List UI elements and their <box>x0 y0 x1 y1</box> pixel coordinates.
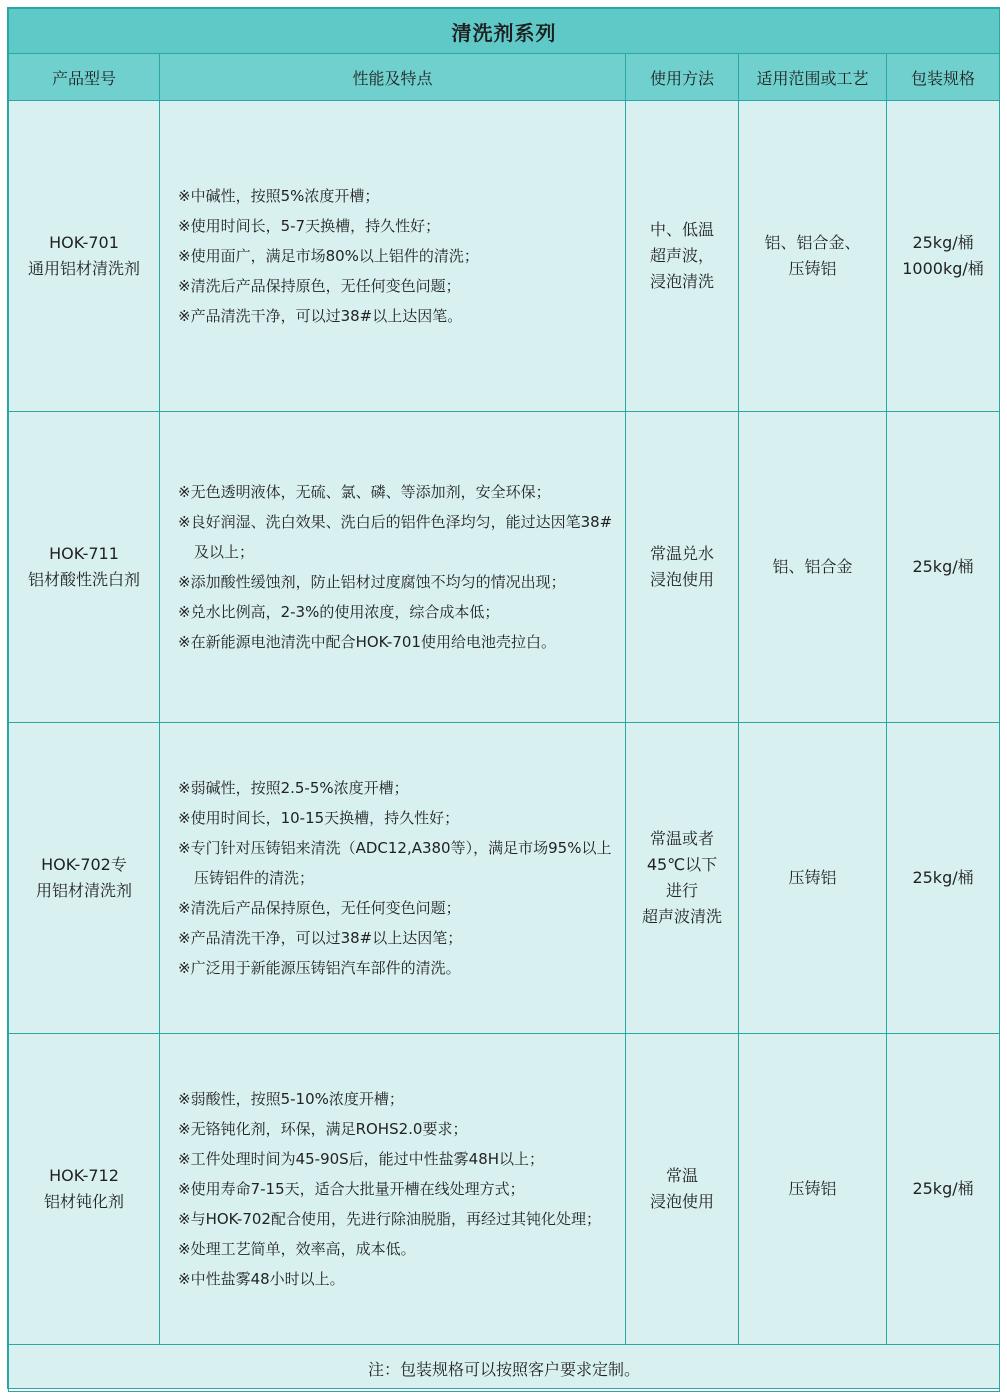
header-row <box>9 54 1000 101</box>
title-row <box>9 9 1000 54</box>
method-cell-line: 中、低温 <box>649 220 714 239</box>
feature-item: ※与HOK-702配合使用，先进行除油脱脂，再经过其钝化处理； <box>178 1210 601 1228</box>
feature-item: ※弱酸性，按照5-10%浓度开槽； <box>178 1090 404 1108</box>
package-cell-line: 25kg/桶 <box>912 1179 974 1198</box>
feature-item: ※兑水比例高，2-3%的使用浓度，综合成本低； <box>178 603 500 621</box>
feature-item: ※广泛用于新能源压铸铝汽车部件的清洗。 <box>178 959 461 977</box>
product-table-frame <box>7 7 1000 1389</box>
method-cell <box>626 412 739 723</box>
product-table <box>8 8 1000 1392</box>
feature-item: ※处理工艺简单，效率高，成本低。 <box>178 1240 416 1258</box>
table-row <box>9 101 1000 412</box>
package-cell-line: 25kg/桶 <box>912 868 974 887</box>
model-cell-line: 铝材钝化剂 <box>43 1192 124 1211</box>
package-cell-line: 1000kg/桶 <box>902 259 984 278</box>
feature-item: ※添加酸性缓蚀剂，防止铝材过度腐蚀不均匀的情况出现； <box>178 573 566 591</box>
note-row <box>9 1345 1000 1392</box>
features-cell <box>160 1034 626 1345</box>
model-cell-line: 铝材酸性洗白剂 <box>27 570 140 589</box>
method-cell-line: 进行 <box>665 881 698 900</box>
header-package: 包装规格 <box>887 54 1000 101</box>
feature-item: ※清洗后产品保持原色，无任何变色问题； <box>178 277 461 295</box>
table-row <box>9 723 1000 1034</box>
feature-list <box>178 773 617 983</box>
header-model: 产品型号 <box>9 54 160 101</box>
header-scope: 适用范围或工艺 <box>739 54 887 101</box>
feature-item: ※使用时间长，10-15天换槽，持久性好； <box>178 809 460 827</box>
model-cell <box>9 723 160 1034</box>
model-cell-line: 通用铝材清洗剂 <box>27 259 140 278</box>
model-cell <box>9 412 160 723</box>
feature-item: ※无色透明液体，无硫、氯、磷、等添加剂，安全环保； <box>178 483 551 501</box>
model-cell-line: HOK-701 <box>49 233 119 252</box>
scope-cell-line: 压铸铝 <box>788 1179 837 1198</box>
model-cell <box>9 101 160 412</box>
scope-cell-line: 铝、铝合金、 <box>764 233 861 252</box>
header-features: 性能及特点 <box>160 54 626 101</box>
scope-cell <box>739 101 887 412</box>
scope-cell-line: 压铸铝 <box>788 868 837 887</box>
header-method: 使用方法 <box>626 54 739 101</box>
model-cell-line: HOK-712 <box>49 1166 119 1185</box>
method-cell <box>626 723 739 1034</box>
package-cell-line: 25kg/桶 <box>912 233 974 252</box>
feature-list <box>178 181 617 331</box>
feature-item: ※产品清洗干净，可以过38#以上达因笔。 <box>178 307 463 325</box>
model-cell-line: HOK-711 <box>49 544 119 563</box>
features-cell <box>160 412 626 723</box>
features-cell <box>160 101 626 412</box>
method-cell-line: 超声波清洗 <box>641 907 722 926</box>
feature-item: ※弱碱性，按照2.5-5%浓度开槽； <box>178 779 409 797</box>
feature-item: ※工件处理时间为45-90S后，能过中性盐雾48H以上； <box>178 1150 545 1168</box>
feature-item: ※在新能源电池清洗中配合HOK-701使用给电池壳拉白。 <box>178 633 556 651</box>
scope-cell <box>739 723 887 1034</box>
package-cell <box>887 412 1000 723</box>
method-cell-line: 浸泡使用 <box>649 1192 714 1211</box>
feature-item: ※使用时间长，5-7天换槽，持久性好； <box>178 217 441 235</box>
method-cell-line: 浸泡清洗 <box>649 272 714 291</box>
scope-cell-line: 压铸铝 <box>788 259 837 278</box>
package-cell <box>887 101 1000 412</box>
feature-item: ※清洗后产品保持原色，无任何变色问题； <box>178 899 461 917</box>
method-cell <box>626 101 739 412</box>
feature-list <box>178 1084 617 1294</box>
method-cell-line: 浸泡使用 <box>649 570 714 589</box>
feature-item: ※良好润湿、洗白效果、洗白后的铝件色泽均匀，能过达因笔38#及以上； <box>178 513 613 561</box>
scope-cell <box>739 412 887 723</box>
model-cell-line: HOK-702专 <box>41 855 127 874</box>
feature-item: ※专门针对压铸铝来清洗（ADC12,A380等），满足市场95%以上压铸铝件的清洗； <box>178 839 612 887</box>
scope-cell-line: 铝、铝合金 <box>772 557 853 576</box>
package-cell-line: 25kg/桶 <box>912 557 974 576</box>
feature-item: ※中碱性，按照5%浓度开槽； <box>178 187 380 205</box>
feature-item: ※无铬钝化剂，环保，满足ROHS2.0要求； <box>178 1120 468 1138</box>
table-title: 清洗剂系列 <box>9 9 1000 54</box>
method-cell-line: 常温 <box>665 1166 698 1185</box>
table-body <box>9 101 1000 1345</box>
model-cell-line: 用铝材清洗剂 <box>35 881 132 900</box>
table-row <box>9 412 1000 723</box>
model-cell <box>9 1034 160 1345</box>
package-cell <box>887 723 1000 1034</box>
method-cell-line: 常温兑水 <box>649 544 714 563</box>
method-cell-line: 超声波， <box>649 246 714 265</box>
feature-item: ※使用面广，满足市场80%以上铝件的清洗； <box>178 247 479 265</box>
package-cell <box>887 1034 1000 1345</box>
method-cell <box>626 1034 739 1345</box>
feature-item: ※中性盐雾48小时以上。 <box>178 1270 345 1288</box>
feature-item: ※使用寿命7-15天，适合大批量开槽在线处理方式； <box>178 1180 525 1198</box>
scope-cell <box>739 1034 887 1345</box>
method-cell-line: 常温或者 <box>649 829 714 848</box>
package-note: 注：包装规格可以按照客户要求定制。 <box>9 1345 1000 1392</box>
feature-list <box>178 477 617 657</box>
table-row <box>9 1034 1000 1345</box>
features-cell <box>160 723 626 1034</box>
method-cell-line: 45℃以下 <box>646 855 718 874</box>
feature-item: ※产品清洗干净，可以过38#以上达因笔； <box>178 929 463 947</box>
